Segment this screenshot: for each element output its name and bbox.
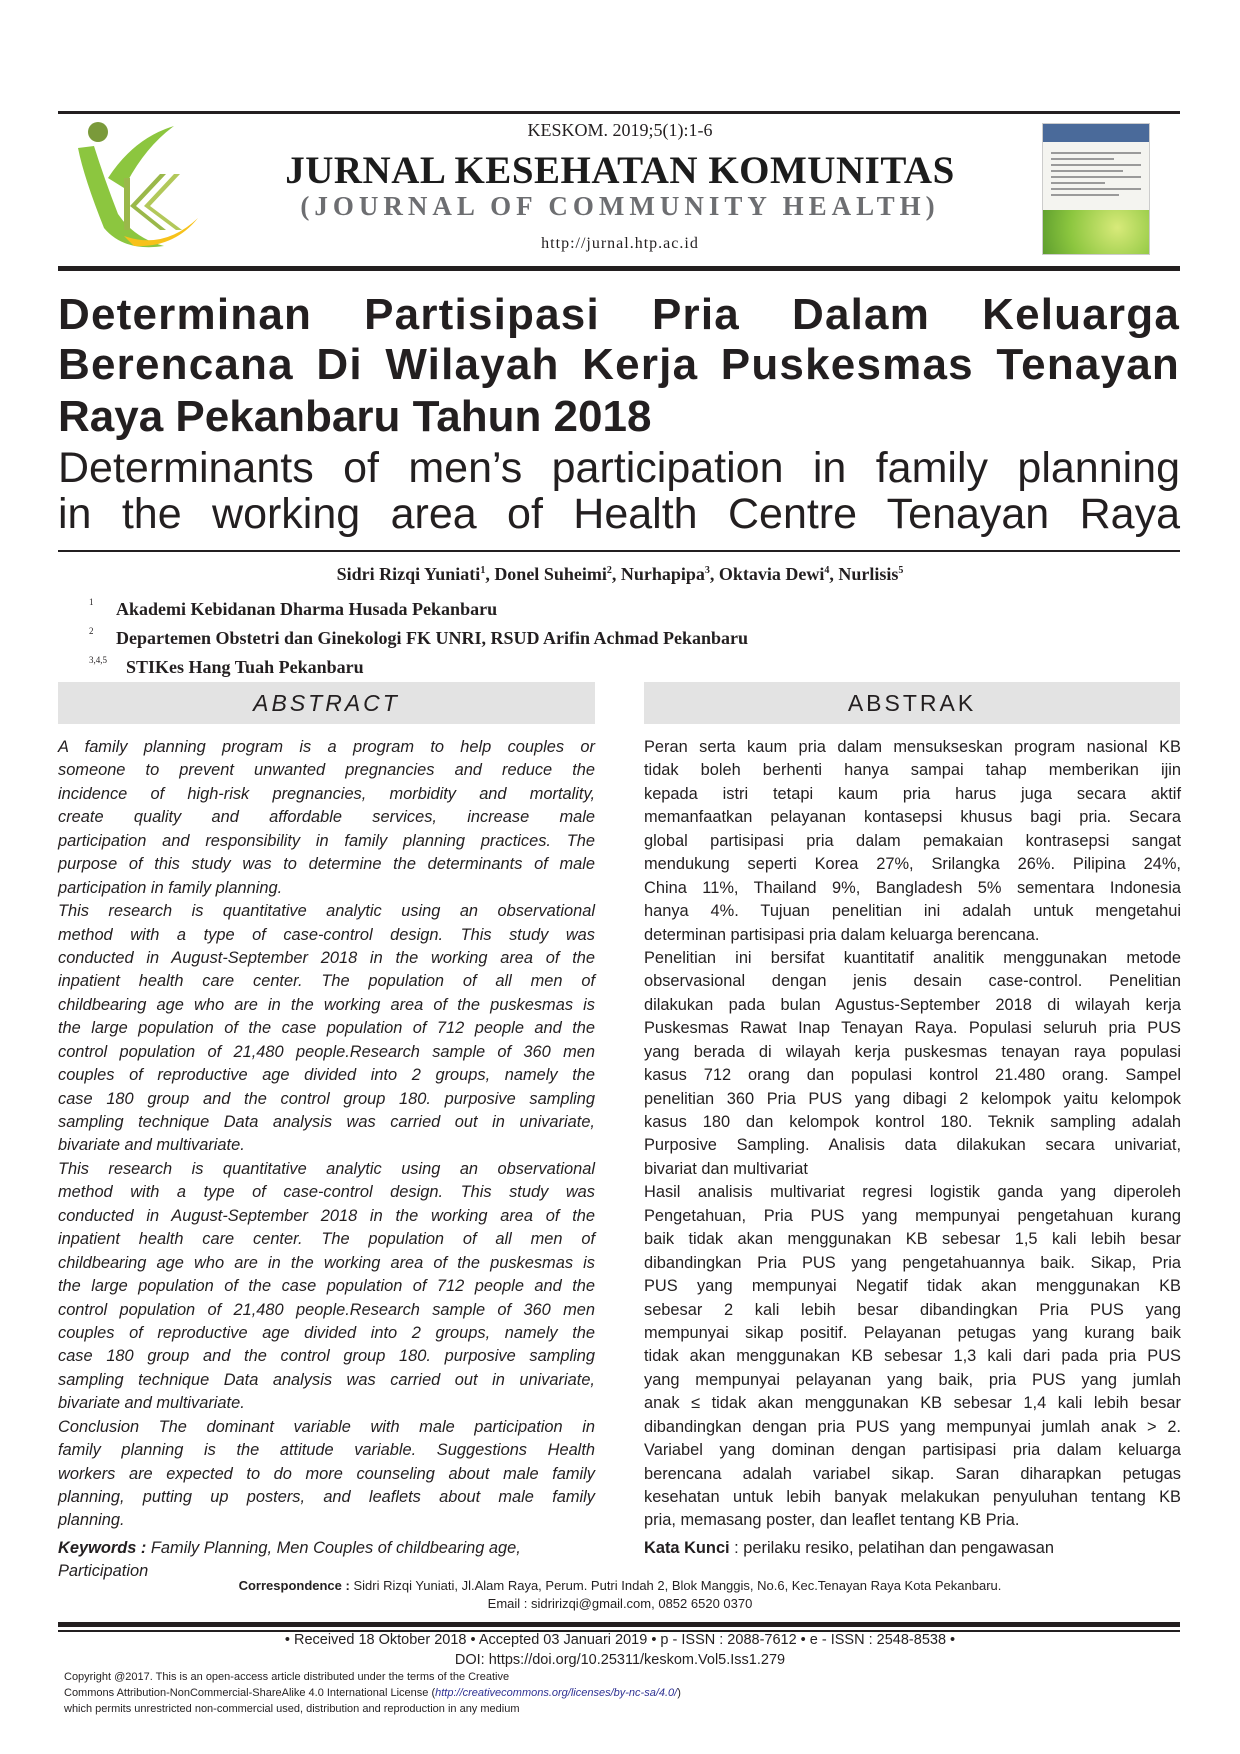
correspondence-label: Correspondence : <box>238 1578 350 1593</box>
abstract-line: Penelitian ini bersifat kuantitatif analitik menggunakan metode <box>644 948 1181 967</box>
license-link[interactable]: http://creativecommons.org/licenses/by-nc-sa/4.0/ <box>435 1687 678 1699</box>
abstract-line: method with a type of case-control design. This study was <box>58 925 595 944</box>
abstract-line: Pengetahuan, Pria PUS yang mempunyai pengetahuan kurang <box>644 1206 1181 1225</box>
abstract-line: bivariate and multivariate. <box>58 1394 245 1413</box>
subtitle-line: in the working area of Health Centre Tenayan Raya <box>58 490 1180 538</box>
abstract-line: determinan partisipasi pria dalam keluarga berencana. <box>644 925 1040 944</box>
copyright-text: Commons Attribution-NonCommercial-ShareAlike 4.0 International License ( <box>64 1687 436 1699</box>
author-separator: , <box>709 564 719 584</box>
abstract-indonesian <box>644 736 1181 1533</box>
abstract-line: observasional dengan jenis desain case-control. Penelitian <box>644 972 1181 991</box>
abstract-line: dibandingkan dengan pria PUS yang mempunyai jumlah anak > 2. <box>644 1417 1181 1436</box>
abstract-line: family planning is the attitude variable. Suggestions Health <box>58 1441 595 1460</box>
abstract-line: mendukung seperti Korea 27%, Srilangka 26%. Pilipina 24%, <box>644 855 1181 874</box>
abstract-line: bivariat dan multivariat <box>644 1159 808 1178</box>
keywords-id <box>644 1537 1054 1560</box>
abstract-line: purpose of this study was to determine the determinants of male <box>58 855 595 874</box>
abstract-line: This research is quantitative analytic using an observational <box>58 902 595 921</box>
abstract-line: couples of reproductive age divided into 2 groups, namely the <box>58 1323 595 1342</box>
abstract-line: incidence of high-risk pregnancies, morbidity and mortality, <box>58 784 595 803</box>
affiliation-number: 2 <box>89 626 94 636</box>
subtitle-line: Determinants of men’s participation in family planning <box>58 444 1180 492</box>
abstract-line: participation and responsibility in family planning practices. The <box>58 831 595 850</box>
abstract-line: Variabel yang dominan dengan partisipasi pria dalam keluarga <box>644 1441 1181 1460</box>
abstract-line: case 180 group and the control group 180. purposive sampling <box>58 1347 595 1366</box>
abstract-line: control population of 21,480 people.Research sample of 360 men <box>58 1300 595 1319</box>
correspondence <box>0 1577 1240 1613</box>
copyright-line: which permits unrestricted non-commercial used, distribution and reproduction in any medium <box>64 1703 520 1715</box>
abstract-line: memanfaatkan pelayanan kontasepsi khusus bagi pria. Secara <box>644 808 1181 827</box>
author-name: Oktavia Dewi <box>718 564 825 584</box>
abstract-line: yang mempunyai pelayanan yang baik, pria PUS yang jumlah <box>644 1370 1181 1389</box>
abstract-line: control population of 21,480 people.Research sample of 360 men <box>58 1042 595 1061</box>
journal-cover-thumbnail <box>1042 123 1150 255</box>
footer-thick-rule <box>58 1622 1180 1627</box>
author-name: Nurhapipa <box>620 564 705 584</box>
abstract-line: dilakukan pada bulan Agustus-September 2018 di wilayah kerja <box>644 995 1181 1014</box>
abstract-line: sampling technique Data analysis was carried out in univariate, <box>58 1113 595 1131</box>
title-line: Determinan Partisipasi Pria Dalam Keluarga <box>58 290 1180 339</box>
author-separator: , <box>485 564 495 584</box>
abstract-line: baik tidak akan menggunakan KB sebesar 1,5 kali lebih besar <box>644 1230 1181 1249</box>
author-list <box>0 564 1240 585</box>
abstract-line: couples of reproductive age divided into 2 groups, namely the <box>58 1066 595 1085</box>
abstract-line: A family planning program is a program to help couples or <box>58 738 595 756</box>
author-separator: , <box>611 564 621 584</box>
abstract-line: Peran serta kaum pria dalam mensukseskan program nasional KB <box>644 738 1181 756</box>
abstract-line: planning, putting up posters, and leaflets about male family <box>58 1488 595 1506</box>
abstract-line: global partisipasi pria dalam pemakaian kontrasepsi sangat <box>644 831 1181 850</box>
title-line: Raya Pekanbaru Tahun 2018 <box>58 392 652 441</box>
abstract-line: childbearing age who are in the working area of the puskesmas is <box>58 1253 595 1272</box>
abstract-line: kepada istri tetapi kaum pria harus juga secara aktif <box>644 784 1181 803</box>
abstract-line: create quality and affordable services, increase male <box>58 808 595 827</box>
journal-title: JURNAL KESEHATAN KOMUNITAS <box>285 149 955 192</box>
abstract-line: hanya 4%. Tujuan penelitian ini adalah untuk mengetahui <box>644 902 1181 921</box>
author-affiliation-number: 5 <box>898 565 904 576</box>
author-affiliation-number: 2 <box>606 565 612 576</box>
header-bottom-rule <box>58 266 1180 271</box>
abstract-line: participation in family planning. <box>58 878 283 897</box>
abstract-line: This research is quantitative analytic using an observational <box>58 1159 595 1178</box>
abstract-line: kasus 180 dan kelompok kontrol 180. Teknik sampling adalah <box>644 1113 1181 1131</box>
abstract-line: sebesar 2 kali lebih besar dibandingkan Pria PUS yang <box>644 1300 1181 1319</box>
kata-kunci-label: Kata Kunci <box>644 1539 730 1557</box>
abstract-line: workers are expected to do more counseling about male family <box>58 1464 595 1483</box>
abstract-line: kasus 712 orang dan populasi kontrol 21.480 orang. Sampel <box>644 1066 1181 1085</box>
keywords-text: Participation <box>58 1562 149 1581</box>
abstract-line: childbearing age who are in the working area of the puskesmas is <box>58 995 595 1014</box>
abstract-line: planning. <box>58 1511 125 1530</box>
abstract-line: mempunyai sikap positif. Pelayanan petugas yang kurang baik <box>644 1323 1181 1342</box>
affiliation: Departemen Obstetri dan Ginekologi FK UNRI, RSUD Arifin Achmad Pekanbaru <box>116 628 749 648</box>
abstract-line: tidak boleh berhenti hanya sampai tahap memberikan ijin <box>644 761 1181 780</box>
abstract-line: conducted in August-September 2018 in the working area of the <box>58 948 595 967</box>
author-name: Sidri Rizqi Yuniati <box>336 564 481 584</box>
affiliation: Akademi Kebidanan Dharma Husada Pekanbaru <box>116 599 498 619</box>
affiliation-number: 1 <box>89 597 94 607</box>
abstract-line: the large population of the case population of 712 people and the <box>58 1019 595 1038</box>
correspondence-email: Email : sidririzqi@gmail.com, 0852 6520 0370 <box>487 1596 753 1611</box>
abstract-english <box>58 736 595 1533</box>
abstract-line: Puskesmas Rawat Inap Tenayan Raya. Populasi seluruh pria PUS <box>644 1019 1181 1038</box>
title-line: Berencana Di Wilayah Kerja Puskesmas Tenayan <box>58 340 1180 389</box>
abstract-line: Conclusion The dominant variable with male participation in <box>58 1417 595 1436</box>
author-affiliation-number: 1 <box>480 565 486 576</box>
abstract-line: someone to prevent unwanted pregnancies and reduce the <box>58 761 595 780</box>
abstract-line: conducted in August-September 2018 in the working area of the <box>58 1206 595 1225</box>
abstract-line: the large population of the case population of 712 people and the <box>58 1277 595 1296</box>
copyright-text: ) <box>677 1687 681 1699</box>
abstract-line: method with a type of case-control design. This study was <box>58 1183 595 1202</box>
abstract-line: Hasil analisis multivariat regresi logistik ganda yang diperoleh <box>644 1183 1181 1202</box>
abstract-line: sampling technique Data analysis was carried out in univariate, <box>58 1370 595 1389</box>
abstract-line: berencana adalah variabel sikap. Saran diharapkan petugas <box>644 1464 1181 1483</box>
affiliation-number: 3,4,5 <box>89 655 107 665</box>
abstract-line: dibandingkan Pria PUS yang pengetahuannya baik. Sikap, Pria <box>644 1253 1181 1272</box>
author-affiliation-number: 4 <box>824 565 830 576</box>
abstract-line: yang berada di wilayah kerja puskesmas tenayan raya populasi <box>644 1042 1181 1061</box>
abstract-line: bivariate and multivariate. <box>58 1136 245 1155</box>
abstract-line: pria, memasang poster, dan leaflet tentang KB Pria. <box>644 1511 1020 1530</box>
abstrak-heading: ABSTRAK <box>644 682 1180 724</box>
keywords-text: Family Planning, Men Couples of childbearing age, <box>146 1539 521 1557</box>
title-rule <box>58 550 1180 552</box>
abstract-heading: ABSTRACT <box>58 682 595 724</box>
abstract-line: Purposive Sampling. Analisis data dilakukan secara univariat, <box>644 1136 1181 1155</box>
citation: KESKOM. 2019;5(1):1-6 <box>527 120 713 140</box>
journal-url[interactable]: http://jurnal.htp.ac.id <box>541 235 699 252</box>
abstract-line: inpatient health care center. The population of all men of <box>58 972 595 991</box>
kata-kunci-text: : perilaku resiko, pelatihan dan pengawasan <box>729 1539 1055 1557</box>
abstract-line: inpatient health care center. The population of all men of <box>58 1230 595 1249</box>
journal-subtitle: (JOURNAL OF COMMUNITY HEALTH) <box>300 191 940 221</box>
doi[interactable]: DOI: https://doi.org/10.25311/keskom.Vol5.Iss1.279 <box>454 1652 786 1668</box>
copyright-line <box>64 1687 681 1699</box>
affiliation: STIKes Hang Tuah Pekanbaru <box>126 657 364 677</box>
author-name: Donel Suheimi <box>494 564 607 584</box>
author-name: Nurlisis <box>838 564 899 584</box>
abstract-line: case 180 group and the control group 180. purposive sampling <box>58 1089 595 1108</box>
abstract-line: tidak akan menggunakan KB sebesar 1,3 kali dari pada pria PUS <box>644 1347 1181 1366</box>
abstract-line: anak ≤ tidak akan menggunakan KB sebesar 1,4 kali lebih besar <box>644 1394 1181 1413</box>
abstract-line: kesehatan untuk lebih banyak melakukan penyuluhan tentang KB <box>644 1488 1181 1506</box>
author-separator: , <box>829 564 839 584</box>
abstract-line: PUS yang mempunyai Negatif tidak akan menggunakan KB <box>644 1277 1181 1296</box>
keywords-label: Keywords : <box>58 1539 147 1557</box>
abstract-line: penelitian 360 Pria PUS yang dibagi 2 kelompok yaitu kelompok <box>644 1089 1181 1108</box>
correspondence-text: Sidri Rizqi Yuniati, Jl.Alam Raya, Perum. Putri Indah 2, Blok Manggis, No.6, Kec.Tenayan Raya Kota Pekanbaru. <box>349 1578 1002 1593</box>
author-affiliation-number: 3 <box>704 565 710 576</box>
abstract-line: China 11%, Thailand 9%, Bangladesh 5% sementara Indonesia <box>644 878 1181 897</box>
header-top-rule <box>58 111 1180 114</box>
copyright-line: Copyright @2017. This is an open-access article distributed under the terms of the Creative <box>64 1671 510 1683</box>
received-accepted-issn: • Received 18 Oktober 2018 • Accepted 03 Januari 2019 • p - ISSN : 2088-7612 • e - ISSN : 2548-8538 • <box>284 1632 956 1648</box>
